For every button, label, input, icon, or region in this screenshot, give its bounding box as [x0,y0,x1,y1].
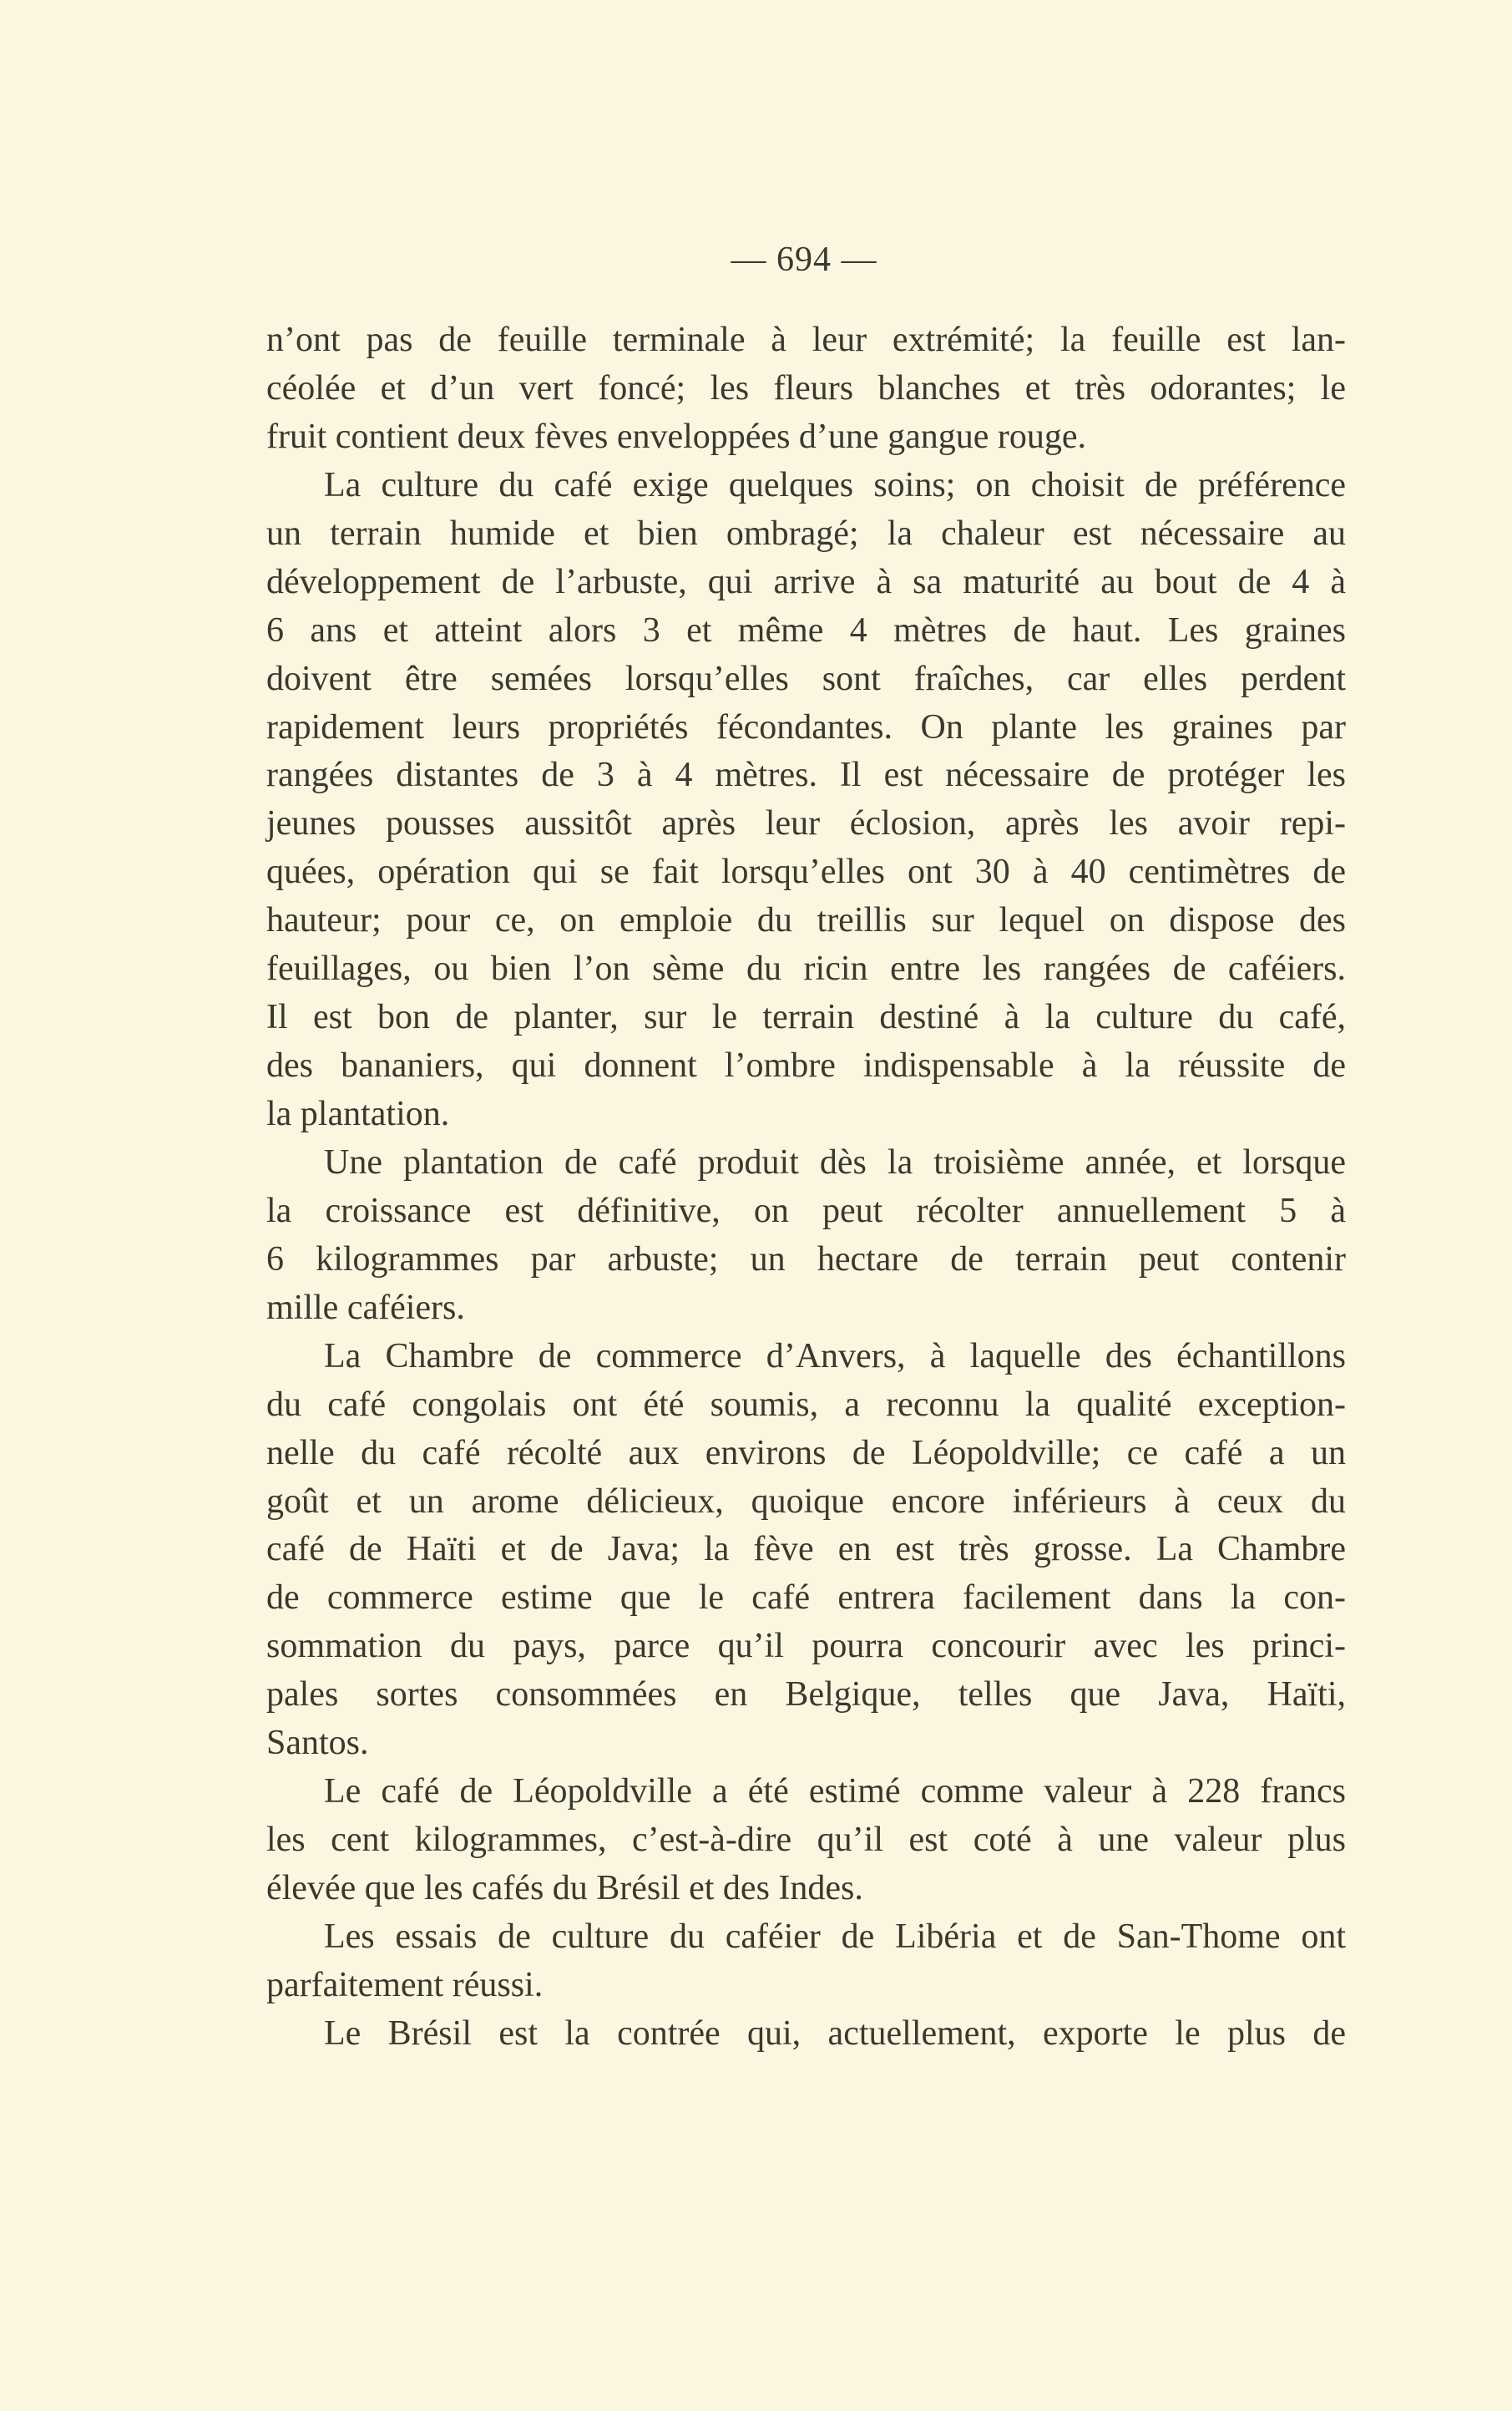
text-line: de commerce estime que le café entrera facilement dans la con- [266,1578,1346,1618]
paragraph-first-line: Le Brésil est la contrée qui, actuellement, exporte le plus de [324,2013,1346,2053]
text-line: hauteur; pour ce, on emploie du treillis sur lequel on dispose des [266,901,1346,940]
text-line: mille caféiers. [266,1288,465,1327]
text-line: les cent kilogrammes, c’est-à-dire qu’il est coté à une valeur plus [266,1821,1346,1860]
paragraph-first-line: Le café de Léopoldville a été estimé comme valeur à 228 francs [324,1772,1346,1811]
paragraph-first-line: La culture du café exige quelques soins; on choisit de préférence [324,465,1346,504]
paragraph-first-line: Les essais de culture du caféier de Libéria et de San-Thome ont [324,1917,1346,1956]
text-line: café de Haïti et de Java; la fève en est très grosse. La Chambre [266,1530,1346,1569]
text-line: 6 kilogrammes par arbuste; un hectare de terrain peut contenir [266,1239,1346,1279]
page-number: — 694 — [731,241,877,279]
text-line: Il est bon de planter, sur le terrain destiné à la culture du café, [266,998,1346,1037]
text-line: rangées distantes de 3 à 4 mètres. Il est nécessaire de protéger les [266,756,1346,795]
body-text [266,317,1346,2059]
text-line: développement de l’arbuste, qui arrive à sa maturité au bout de 4 à [266,562,1346,601]
text-line: pales sortes consommées en Belgique, telles que Java, Haïti, [266,1675,1346,1715]
text-line: 6 ans et atteint alors 3 et même 4 mètres de haut. Les graines [266,610,1346,650]
text-line: des bananiers, qui donnent l’ombre indispensable à la réussite de [266,1046,1346,1086]
text-line: un terrain humide et bien ombragé; la chaleur est nécessaire au [266,514,1346,553]
text-line: la croissance est définitive, on peut récolter annuellement 5 à [266,1191,1346,1230]
text-line: feuillages, ou bien l’on sème du ricin entre les rangées de caféiers. [266,950,1346,989]
text-line: quées, opération qui se fait lorsqu’elles ont 30 à 40 centimètres de [266,853,1346,892]
text-line: nelle du café récolté aux environs de Léopoldville; ce café a un [266,1433,1346,1472]
text-line: goût et un arome délicieux, quoique encore inférieurs à ceux du [266,1482,1346,1521]
text-line: n’ont pas de feuille terminale à leur extrémité; la feuille est lan- [266,321,1346,359]
text-line: doivent être semées lorsqu’elles sont fraîches, car elles perdent [266,659,1346,698]
text-line: élevée que les cafés du Brésil et des Indes. [266,1869,863,1907]
text-line: fruit contient deux fèves enveloppées d’une gangue rouge. [266,417,1086,456]
paragraph-first-line: La Chambre de commerce d’Anvers, à laquelle des échantillons [324,1336,1346,1375]
text-line: la plantation. [266,1095,450,1133]
text-line: Santos. [266,1724,369,1763]
paragraph-first-line: Une plantation de café produit dès la troisième année, et lorsque [324,1142,1346,1182]
text-line: du café congolais ont été soumis, a reconnu la qualité exception- [266,1385,1346,1424]
text-line: parfaitement réussi. [266,1965,544,2004]
text-line: jeunes pousses aussitôt après leur éclosion, après les avoir repi- [266,804,1346,843]
text-line: sommation du pays, parce qu’il pourra concourir avec les princi- [266,1627,1346,1666]
text-line: céolée et d’un vert foncé; les fleurs blanches et très odorantes; le [266,368,1346,408]
text-line: rapidement leurs propriétés fécondantes. On plante les graines par [266,707,1346,747]
